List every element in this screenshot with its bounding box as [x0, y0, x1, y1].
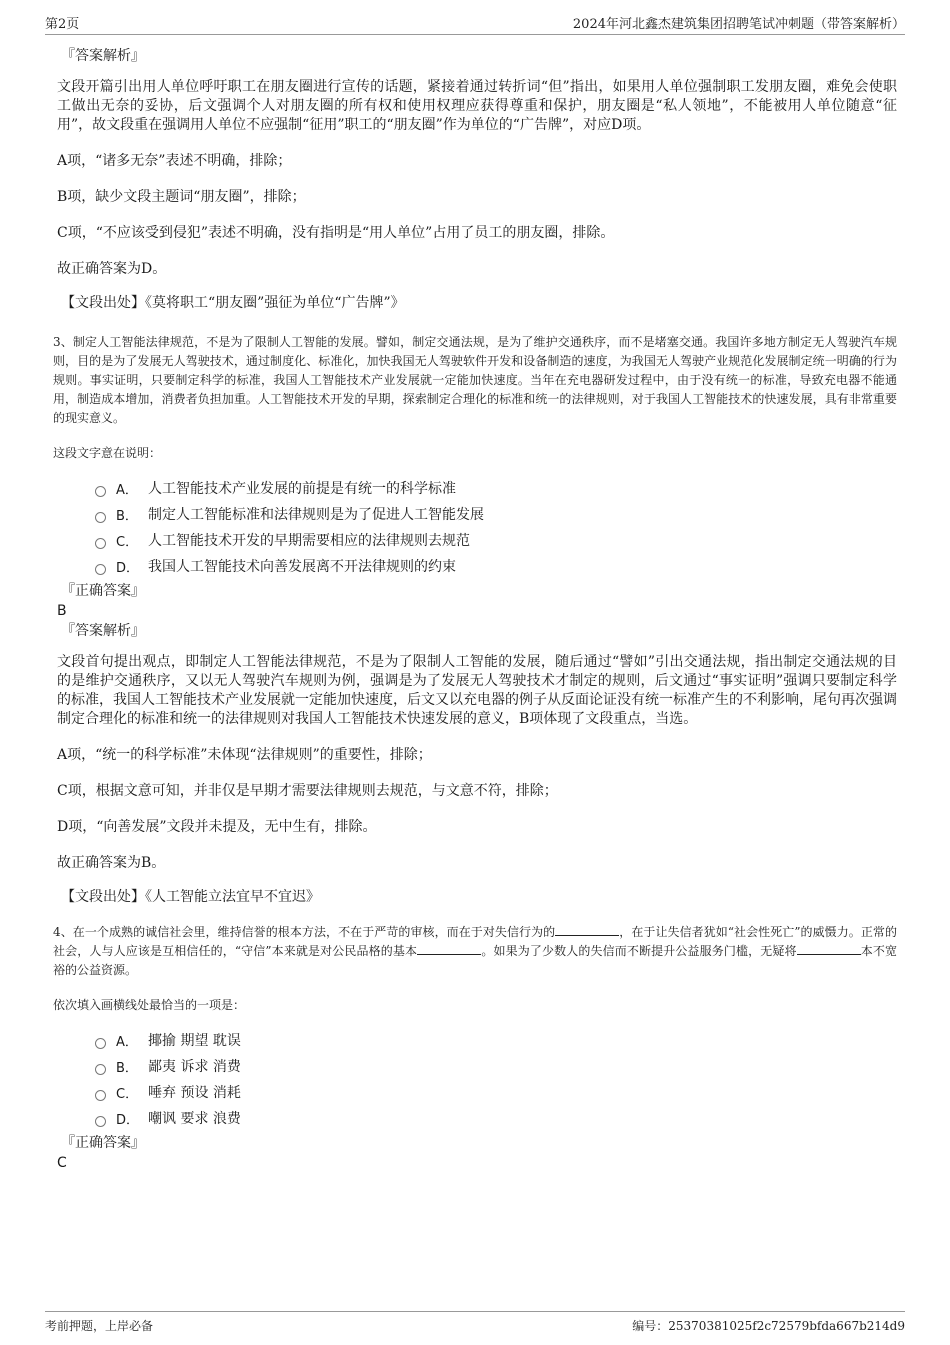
q2-exclusion-c: C项，“不应该受到侵犯”表述不明确，没有指明是“用人单位”占用了员工的朋友圈，排除。: [57, 225, 615, 241]
q4-stem: 4、在一个成熟的诚信社会里，维持信誉的根本方法，不在于严苛的审核，而在于对失信行为的 ，在于让失信者犹如“社会性死亡”的威慑力。正常的社会，人与人应该是互相信任的，“守信”本来就是对公民品格的基本 。如果为了少数人的失信而不断提升公益服务门槛，无疑将 本不宽裕的公益资源。: [53, 925, 897, 977]
radio-icon[interactable]: [95, 1064, 106, 1075]
q3-option-a[interactable]: A． 人工智能技术产业发展的前提是有统一的科学标准: [95, 475, 897, 501]
q3-conclusion: 故正确答案为B。: [57, 855, 166, 871]
document-title: 2024年河北鑫杰建筑集团招聘笔试冲刺题（带答案解析）: [572, 17, 905, 32]
q4-options: [95, 1027, 897, 1131]
document-code: 编号：25370381025f2c72579bfda667b214d9: [632, 1319, 905, 1333]
fill-blank-1[interactable]: [555, 923, 619, 936]
q3-option-c[interactable]: C． 人工智能技术开发的早期需要相应的法律规则去规范: [95, 527, 897, 553]
q3-exclusion-a: A项，“统一的科学标准”未体现“法律规则”的重要性，排除；: [57, 747, 432, 763]
q3-options: [95, 475, 897, 579]
q3-option-b[interactable]: B． 制定人工智能标准和法律规则是为了促进人工智能发展: [95, 501, 897, 527]
q2-exclusion-a: A项，“诸多无奈”表述不明确，排除；: [57, 153, 292, 169]
radio-icon[interactable]: [95, 1116, 106, 1127]
q4-answer: C: [57, 1155, 67, 1171]
q3-analysis-label: 『答案解析』: [61, 623, 145, 639]
q3-exclusion-c: C项，根据文意可知，并非仅是早期才需要法律规则去规范，与文意不符，排除；: [57, 783, 558, 799]
q3-analysis: 文段首句提出观点，即制定人工智能法律规范，不是为了限制人工智能的发展，随后通过“譬如”引出交通法规，指出制定交通法规的目的是维护交通秩序，又以无人驾驶汽车规则为例，强调是为了发展无人驾驶技术才制定的规则，后文通过“事实证明”强调只要制定科学的标准，我国人工智能技术产业发展就一定能加快速度，后文又以充电器的例子从反面论证没有统一标准产生的不利影响，尾句再次强调制定合理化的标准和统一的法律规则对我国人工智能技术快速发展的意义，B项体现了文段重点，当选。: [57, 654, 897, 727]
radio-icon[interactable]: [95, 1090, 106, 1101]
q4-option-a[interactable]: A． 揶揄 期望 耽误: [95, 1027, 897, 1053]
q3-prompt: 这段文字意在说明：: [53, 446, 162, 460]
page-header: [45, 12, 905, 35]
q2-conclusion: 故正确答案为D。: [57, 261, 167, 277]
radio-icon[interactable]: [95, 1038, 106, 1049]
q3-option-d[interactable]: D． 我国人工智能技术向善发展离不开法律规则的约束: [95, 553, 897, 579]
q2-analysis-label: 『答案解析』: [61, 48, 145, 64]
q3-stem: 3、制定人工智能法律规范，不是为了限制人工智能的发展。譬如，制定交通法规，是为了维护交通秩序，而不是堵塞交通。我国许多地方制定无人驾驶汽车规则，目的是为了发展无人驾驶技术，通过制度化、标准化，加快我国无人驾驶软件开发和设备制造的速度，为我国无人驾驶产业规范化发展制定统一明确的行为规则。事实证明，只要制定科学的标准，我国人工智能技术产业发展就一定能加快速度。当年在充电器研发过程中，由于没有统一的标准，导致充电器不能通用，制造成本增加，消费者负担加重。人工智能技术开发的早期，探索制定合理化的标准和统一的法律规则，对于我国人工智能技术的快速发展，具有非常重要的现实意义。: [53, 335, 897, 425]
radio-icon[interactable]: [95, 538, 106, 549]
q2-analysis: 文段开篇引出用人单位呼吁职工在朋友圈进行宣传的话题，紧接着通过转折词“但”指出，如果用人单位强制职工发朋友圈，难免会使职工做出无奈的妥协，后文强调个人对朋友圈的所有权和使用权理应获得尊重和保护，朋友圈是“私人领地”，不能被用人单位随意“征用”，故文段重在强调用人单位不应强制“征用”职工的“朋友圈”作为单位的“广告牌”，对应D项。: [57, 79, 897, 133]
radio-icon[interactable]: [95, 564, 106, 575]
q4-option-b[interactable]: B． 鄙夷 诉求 消费: [95, 1053, 897, 1079]
radio-icon[interactable]: [95, 486, 106, 497]
footer-slogan: 考前押题，上岸必备: [45, 1319, 154, 1333]
q3-answer: B: [57, 603, 67, 619]
q2-source: 【文段出处】《莫将职工“朋友圈”强征为单位“广告牌”》: [61, 295, 405, 311]
q4-prompt: 依次填入画横线处最恰当的一项是：: [53, 998, 246, 1012]
fill-blank-3[interactable]: [797, 942, 861, 955]
q3-answer-label: 『正确答案』: [61, 583, 145, 599]
q2-exclusion-b: B项，缺少文段主题词“朋友圈”，排除；: [57, 189, 306, 205]
page-footer: [45, 1311, 905, 1334]
q3-exclusion-d: D项，“向善发展”文段并未提及，无中生有，排除。: [57, 819, 377, 835]
radio-icon[interactable]: [95, 512, 106, 523]
q4-option-d[interactable]: D． 嘲讽 要求 浪费: [95, 1105, 897, 1131]
page-content: [53, 44, 897, 1173]
page-number: 第2页: [45, 17, 80, 32]
q3-source: 【文段出处】《人工智能立法宜早不宜迟》: [61, 889, 320, 905]
q4-answer-label: 『正确答案』: [61, 1135, 145, 1151]
fill-blank-2[interactable]: [417, 942, 481, 955]
q4-option-c[interactable]: C． 唾弃 预设 消耗: [95, 1079, 897, 1105]
